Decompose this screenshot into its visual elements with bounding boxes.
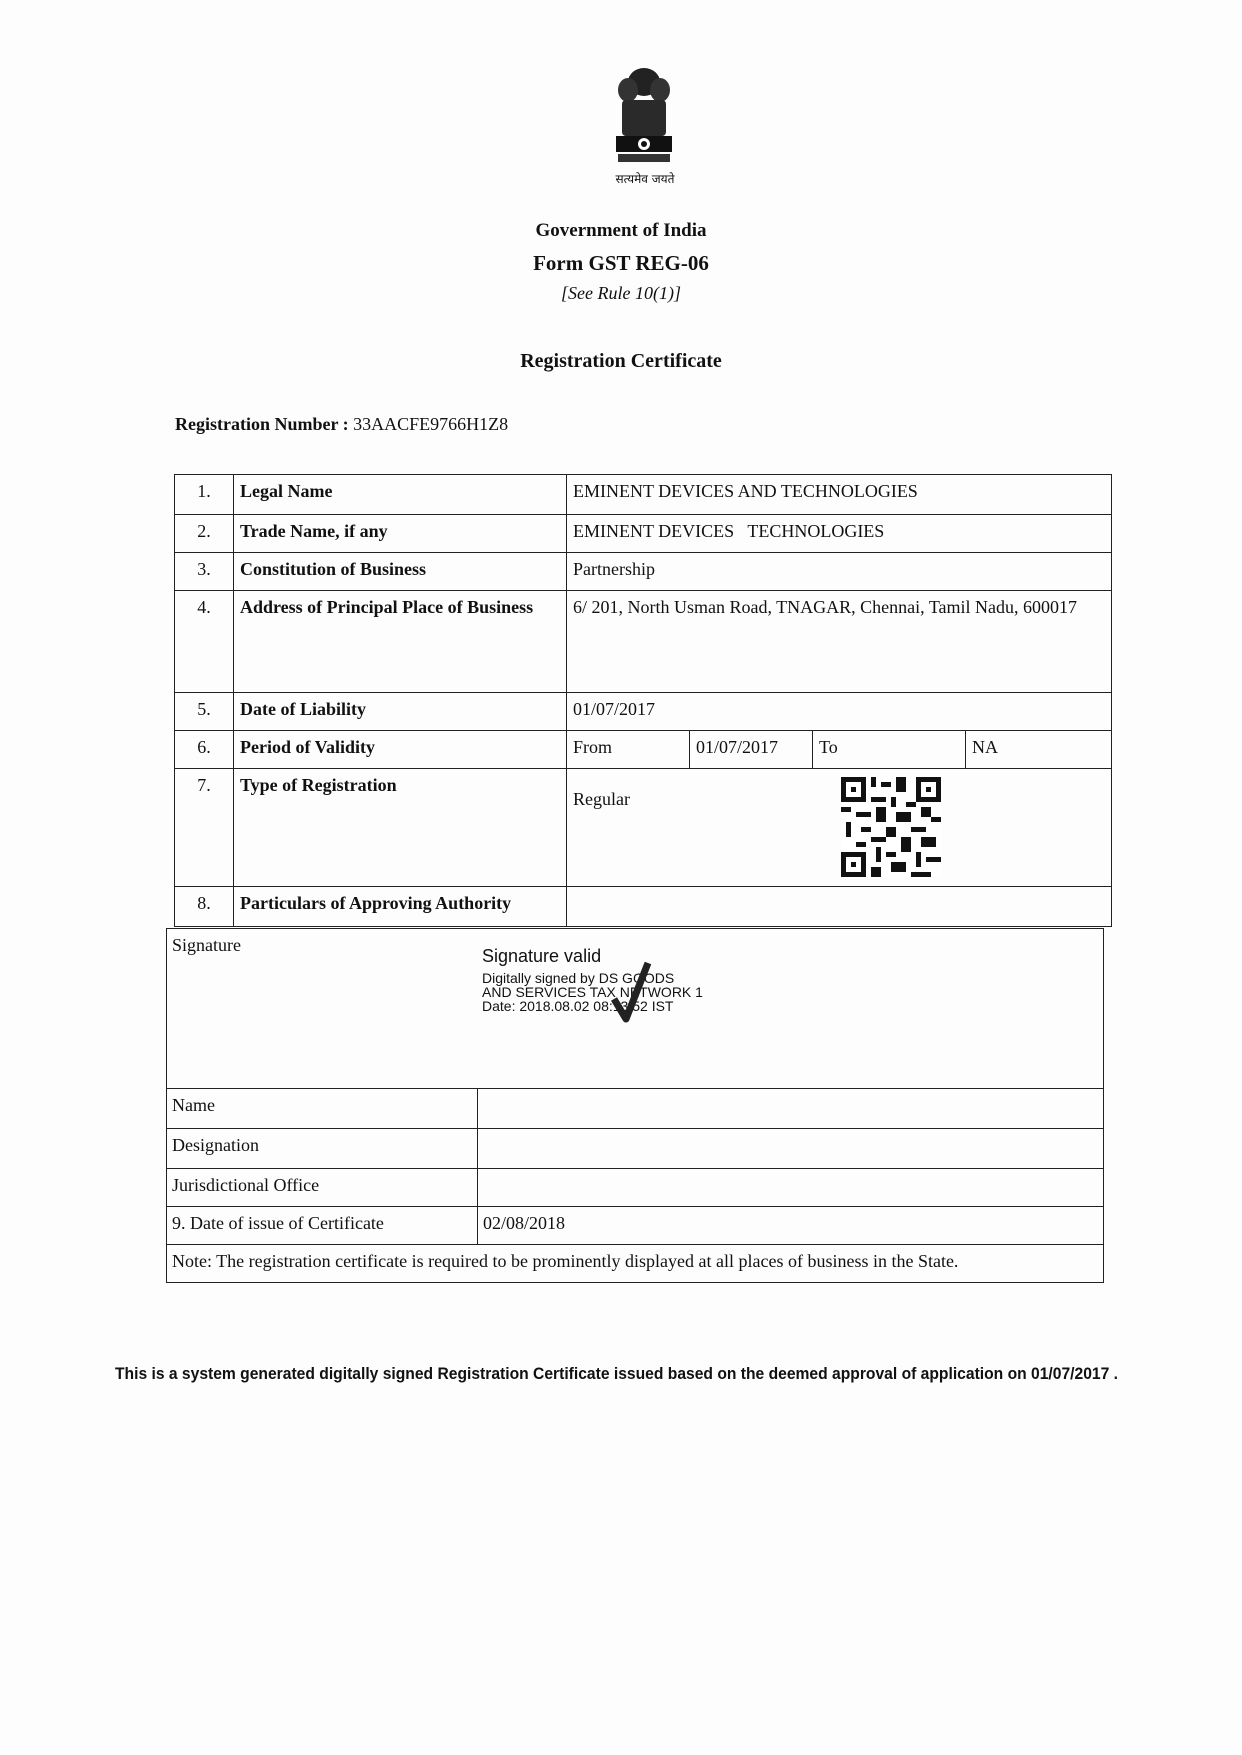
form-title: Form GST REG-06	[533, 251, 709, 275]
table-row	[167, 1207, 1104, 1245]
table-row	[167, 1129, 1104, 1169]
row-value-cell	[567, 769, 1112, 887]
row-number: 2.	[175, 515, 234, 553]
registration-number	[175, 414, 508, 435]
signature-label: Signature	[172, 935, 241, 955]
office-value	[478, 1169, 1104, 1207]
authority-table	[166, 928, 1104, 1283]
qr-code-icon	[841, 777, 941, 877]
row-number: 6.	[175, 731, 234, 769]
table-row	[167, 1245, 1104, 1283]
row-value: 6/ 201, North Usman Road, TNAGAR, Chennai, Tamil Nadu, 600017	[567, 591, 1112, 693]
table-row	[175, 591, 1112, 693]
name-value	[478, 1089, 1104, 1129]
row-value: 01/07/2017	[567, 693, 1112, 731]
signature-status: Signature valid	[482, 946, 602, 966]
issue-date-value: 02/08/2018	[478, 1207, 1104, 1245]
signature-line: AND SERVICES TAX NETWORK 1	[482, 984, 703, 1000]
row-label: Type of Registration	[234, 769, 567, 887]
validity-from-label: From	[567, 731, 690, 769]
row-label: Date of Liability	[234, 693, 567, 731]
table-row	[175, 693, 1112, 731]
national-emblem-icon	[604, 62, 684, 170]
checkmark-icon	[610, 955, 652, 1025]
system-generated-note: This is a system generated digitally signed Registration Certificate issued based on the deemed approval of application on 01/07/2017 .	[115, 1364, 1119, 1383]
table-row	[167, 1169, 1104, 1207]
office-label: Jurisdictional Office	[167, 1169, 478, 1207]
signature-cell	[167, 929, 1104, 1089]
certificate-title: Registration Certificate	[520, 350, 722, 372]
rule-reference: [See Rule 10(1)]	[561, 283, 681, 303]
designation-value	[478, 1129, 1104, 1169]
signature-line: Date: 2018.08.02 08:13:52 IST	[482, 998, 674, 1014]
table-row	[175, 887, 1112, 927]
designation-label: Designation	[167, 1129, 478, 1169]
validity-to-value: NA	[966, 731, 1112, 769]
table-row	[167, 1089, 1104, 1129]
row-number: 7.	[175, 769, 234, 887]
table-row	[175, 553, 1112, 591]
row-number: 1.	[175, 475, 234, 515]
signature-row	[167, 929, 1104, 1089]
row-value: EMINENT DEVICES AND TECHNOLOGIES	[567, 475, 1112, 515]
signature-line: Digitally signed by DS GOODS	[482, 970, 675, 986]
row-number: 4.	[175, 591, 234, 693]
row-label: Legal Name	[234, 475, 567, 515]
table-row	[175, 515, 1112, 553]
validity-to-label: To	[813, 731, 966, 769]
table-row	[175, 731, 1112, 769]
row-label: Period of Validity	[234, 731, 567, 769]
name-label: Name	[167, 1089, 478, 1129]
registration-number-value: 33AACFE9766H1Z8	[353, 414, 509, 434]
table-row	[175, 475, 1112, 515]
row-value: EMINENT DEVICES TECHNOLOGIES	[567, 515, 1112, 553]
row-number: 3.	[175, 553, 234, 591]
row-label: Constitution of Business	[234, 553, 567, 591]
row-number: 8.	[175, 887, 234, 927]
registration-number-label: Registration Number :	[175, 414, 349, 434]
emblem-motto: सत्यमेव जयते	[615, 172, 675, 186]
row-value: Partnership	[567, 553, 1112, 591]
row-value	[567, 887, 1112, 927]
row-label: Trade Name, if any	[234, 515, 567, 553]
government-title: Government of India	[535, 220, 707, 241]
table-row	[175, 769, 1112, 887]
row-number: 5.	[175, 693, 234, 731]
registration-details-table	[174, 474, 1112, 927]
digital-signature	[482, 946, 703, 1014]
row-label: Particulars of Approving Authority	[234, 887, 567, 927]
issue-date-label: 9. Date of issue of Certificate	[167, 1207, 478, 1245]
row-value: Regular	[573, 789, 630, 809]
validity-from-value: 01/07/2017	[690, 731, 813, 769]
display-note: Note: The registration certificate is required to be prominently displayed at all places of business in the State.	[167, 1245, 1104, 1283]
row-label: Address of Principal Place of Business	[234, 591, 567, 693]
